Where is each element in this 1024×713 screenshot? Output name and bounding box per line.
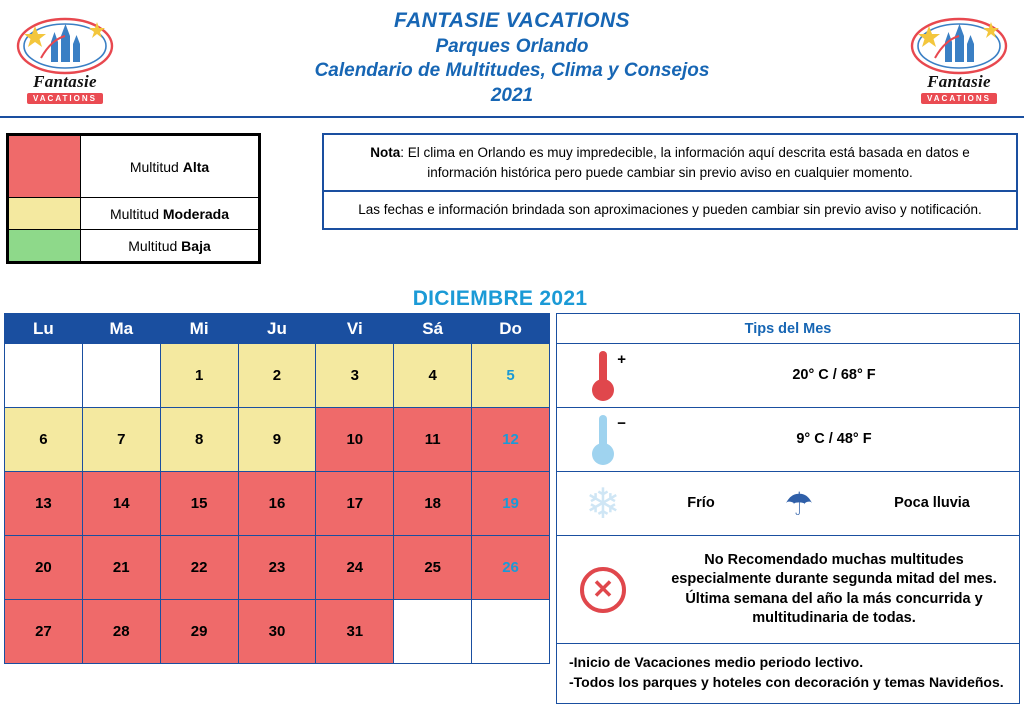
- calendar-week-row: [5, 408, 550, 472]
- legend-label-moderate: [81, 198, 259, 230]
- thermometer-cold-icon: −: [557, 415, 649, 465]
- calendar-empty-cell: [394, 600, 472, 664]
- disclaimer-line-1: [324, 135, 1016, 190]
- calendar-day-cell[interactable]: 1: [160, 344, 238, 408]
- tips-footer: [557, 644, 1019, 703]
- calendar-header-row: [5, 314, 550, 344]
- calendar-day-cell[interactable]: 13: [5, 472, 83, 536]
- tips-panel: [556, 313, 1020, 704]
- min-temp-value: 9° C / 48° F: [796, 430, 872, 447]
- snowflake-icon: ❄: [585, 479, 621, 527]
- title-line-4: 2021: [490, 84, 534, 106]
- calendar-day-cell[interactable]: 4: [394, 344, 472, 408]
- calendar-week-row: [5, 600, 550, 664]
- calendar-day-cell[interactable]: 8: [160, 408, 238, 472]
- disclaimer-strong: Nota: [370, 145, 401, 160]
- month-title: [0, 287, 1024, 311]
- legend-swatch-moderate: [9, 198, 81, 230]
- calendar-week-row: [5, 472, 550, 536]
- calendar-day-cell[interactable]: 20: [5, 536, 83, 600]
- calendar-day-cell[interactable]: 3: [316, 344, 394, 408]
- umbrella-icon: ☂: [784, 485, 814, 522]
- calendar-day-cell[interactable]: 23: [238, 536, 316, 600]
- rain-label: Poca lluvia: [894, 494, 970, 511]
- tip-row-min-temp: [557, 408, 1019, 472]
- calendar-day-cell[interactable]: 5: [472, 344, 550, 408]
- calendar-day-cell[interactable]: 10: [316, 408, 394, 472]
- weekday-ju: Ju: [238, 314, 316, 344]
- legend-label-high: [81, 136, 259, 198]
- tip-row-weather: [557, 472, 1019, 536]
- legend-swatch-high: [9, 136, 81, 198]
- calendar-day-cell[interactable]: 14: [82, 472, 160, 536]
- calendar-day-cell[interactable]: 9: [238, 408, 316, 472]
- calendar-empty-cell: [472, 600, 550, 664]
- cold-label: Frío: [687, 494, 715, 511]
- calendar-day-cell[interactable]: 16: [238, 472, 316, 536]
- calendar-week-row: [5, 536, 550, 600]
- weekday-vi: Vi: [316, 314, 394, 344]
- calendar-week-row: [5, 344, 550, 408]
- legend-prefix-moderate: Multitud: [109, 205, 163, 222]
- calendar-day-cell[interactable]: 17: [316, 472, 394, 536]
- calendar-day-cell[interactable]: 22: [160, 536, 238, 600]
- crowd-legend: [6, 133, 261, 264]
- calendar-day-cell[interactable]: 6: [5, 408, 83, 472]
- weekday-lu: Lu: [5, 314, 83, 344]
- weekday-sa: Sá: [394, 314, 472, 344]
- max-temp-value: 20° C / 68° F: [792, 366, 876, 383]
- logo-brand-text: Fantasie: [927, 72, 991, 91]
- calendar-day-cell[interactable]: 25: [394, 536, 472, 600]
- legend-label-low: [81, 230, 259, 262]
- calendar-day-cell[interactable]: 31: [316, 600, 394, 664]
- tip-row-warning: [557, 536, 1019, 644]
- legend-row-high: [9, 136, 259, 198]
- calendar-day-cell[interactable]: 24: [316, 536, 394, 600]
- calendar-day-cell[interactable]: 21: [82, 536, 160, 600]
- legend-swatch-low: [9, 230, 81, 262]
- logo-brand-text: Fantasie: [33, 72, 97, 91]
- legend-strong-moderate: Moderada: [162, 205, 230, 222]
- castle-logo-icon: [909, 14, 1009, 76]
- calendar-day-cell[interactable]: 30: [238, 600, 316, 664]
- title-line-1: FANTASIE VACATIONS: [394, 9, 630, 33]
- disclaimer-line-2: Las fechas e información brindada son aproximaciones y pueden cambiar sin previo aviso y notificación.: [324, 190, 1016, 228]
- calendar-body: [5, 344, 550, 664]
- legend-row-moderate: [9, 198, 259, 230]
- calendar-day-cell[interactable]: 27: [5, 600, 83, 664]
- legend-strong-low: Baja: [181, 237, 211, 254]
- page-header: [0, 0, 1024, 118]
- logo-brand-subtext: VACATIONS: [921, 93, 997, 104]
- calendar-day-cell[interactable]: 28: [82, 600, 160, 664]
- title-line-3: Calendario de Multitudes, Clima y Consejos: [314, 60, 710, 82]
- calendar-empty-cell: [5, 344, 83, 408]
- tips-footer-line-2: -Todos los parques y hoteles con decoración y temas Navideños.: [569, 674, 1004, 691]
- calendar-empty-cell: [82, 344, 160, 408]
- legend-strong-high: Alta: [182, 158, 210, 175]
- logo-right: [900, 4, 1018, 114]
- thermometer-hot-icon: +: [557, 351, 649, 401]
- calendar-day-cell[interactable]: 18: [394, 472, 472, 536]
- tips-footer-line-1: -Inicio de Vacaciones medio periodo lectivo.: [569, 654, 864, 670]
- month-title-text: DICIEMBRE 2021: [412, 287, 588, 310]
- weekday-ma: Ma: [82, 314, 160, 344]
- calendar-day-cell[interactable]: 29: [160, 600, 238, 664]
- tip-row-max-temp: [557, 344, 1019, 408]
- disclaimer-text-1: : El clima en Orlando es muy impredecible, la información aquí descrita está basada en datos e información histórica pero puede cambiar sin previo aviso en cualquier momento.: [400, 145, 970, 180]
- page-title: [315, 8, 710, 108]
- calendar-day-cell[interactable]: 12: [472, 408, 550, 472]
- logo-left: [6, 4, 124, 114]
- calendar-day-cell[interactable]: 26: [472, 536, 550, 600]
- no-entry-icon: ✕: [557, 567, 649, 613]
- warning-text: No Recomendado muchas multitudes especialmente durante segunda mitad del mes. Última semana del año la más concurrida y multitudinaria de todas.: [671, 552, 997, 626]
- legend-prefix-low: Multitud: [128, 237, 182, 254]
- castle-logo-icon: [15, 14, 115, 76]
- calendar-day-cell[interactable]: 19: [472, 472, 550, 536]
- disclaimer-box: [322, 133, 1018, 230]
- title-line-2: Parques Orlando: [435, 35, 589, 57]
- weekday-do: Do: [472, 314, 550, 344]
- weekday-mi: Mi: [160, 314, 238, 344]
- tips-title: Tips del Mes: [557, 314, 1019, 344]
- calendar-day-cell[interactable]: 7: [82, 408, 160, 472]
- logo-brand-subtext: VACATIONS: [27, 93, 103, 104]
- calendar-day-cell[interactable]: 15: [160, 472, 238, 536]
- legend-row-low: [9, 230, 259, 262]
- calendar-day-cell[interactable]: 2: [238, 344, 316, 408]
- legend-prefix-high: Multitud: [129, 158, 183, 175]
- calendar-table: [4, 313, 550, 664]
- calendar-day-cell[interactable]: 11: [394, 408, 472, 472]
